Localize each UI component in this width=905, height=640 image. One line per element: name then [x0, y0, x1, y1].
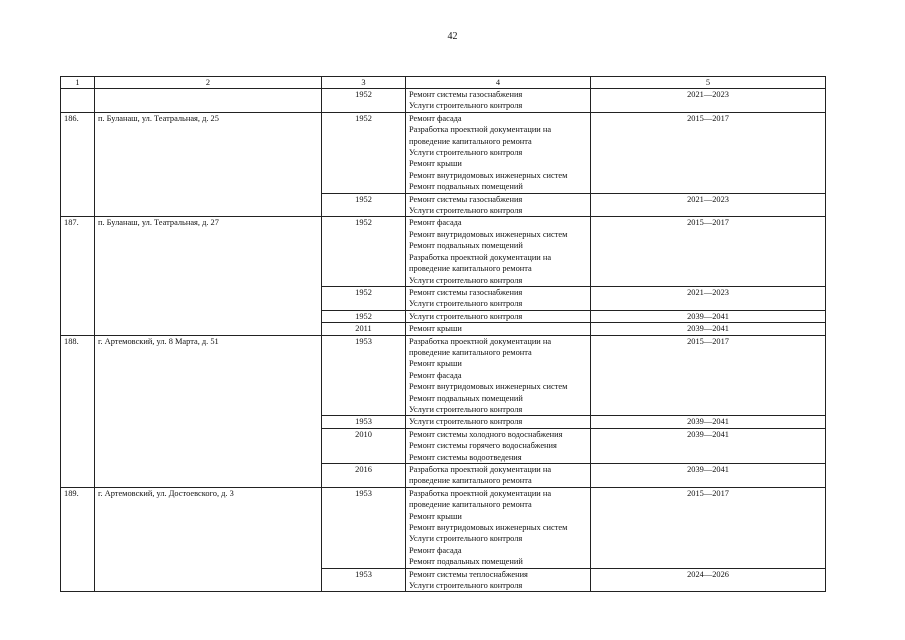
year-cell: 1953: [322, 487, 406, 568]
row-number-cell: [61, 89, 95, 113]
period-cell: 2024—2026: [591, 568, 826, 592]
period-cell: 2039—2041: [591, 416, 826, 428]
address-cell: г. Артемовский, ул. 8 Марта, д. 51: [95, 335, 322, 487]
period-cell: 2021—2023: [591, 89, 826, 113]
works-cell: Услуги строительного контроля: [406, 416, 591, 428]
period-cell: 2021—2023: [591, 193, 826, 217]
year-cell: 1952: [322, 286, 406, 310]
year-cell: 2011: [322, 323, 406, 335]
works-cell: Ремонт крыши: [406, 323, 591, 335]
address-cell: г. Артемовский, ул. Достоевского, д. 3: [95, 487, 322, 592]
address-cell: п. Буланаш, ул. Театральная, д. 25: [95, 112, 322, 217]
row-number-cell: 186.: [61, 112, 95, 217]
table-header-row: [61, 77, 826, 89]
table-row: [61, 217, 826, 286]
table-row: [61, 112, 826, 193]
table-row: [61, 89, 826, 113]
works-cell: Ремонт системы теплоснабжения Услуги строительного контроля: [406, 568, 591, 592]
year-cell: 1952: [322, 310, 406, 322]
works-cell: Ремонт фасада Ремонт внутридомовых инженерных систем Ремонт подвальных помещений Разработка проектной документации на проведение капитального ремонта Услуги строительного контроля: [406, 217, 591, 286]
works-cell: Разработка проектной документации на проведение капитального ремонта Ремонт крыши Ремонт фасада Ремонт внутридомовых инженерных систем Ремонт подвальных помещений Услуги строительного контроля: [406, 335, 591, 416]
year-cell: 2010: [322, 428, 406, 463]
works-cell: Ремонт системы холодного водоснабжения Ремонт системы горячего водоснабжения Ремонт системы водоотведения: [406, 428, 591, 463]
table-body: [61, 77, 826, 592]
period-cell: 2015—2017: [591, 335, 826, 416]
period-cell: 2039—2041: [591, 464, 826, 488]
period-cell: 2021—2023: [591, 286, 826, 310]
year-cell: 1952: [322, 217, 406, 286]
column-header: 3: [322, 77, 406, 89]
address-cell: [95, 89, 322, 113]
works-cell: Ремонт системы газоснабжения Услуги строительного контроля: [406, 193, 591, 217]
table-row: [61, 487, 826, 568]
year-cell: 2016: [322, 464, 406, 488]
column-header: 2: [95, 77, 322, 89]
year-cell: 1952: [322, 193, 406, 217]
period-cell: 2039—2041: [591, 428, 826, 463]
page-number: 42: [447, 31, 458, 42]
row-number-cell: 188.: [61, 335, 95, 487]
period-cell: 2015—2017: [591, 217, 826, 286]
year-cell: 1952: [322, 112, 406, 193]
repair-schedule-table: [60, 76, 826, 592]
year-cell: 1953: [322, 335, 406, 416]
works-cell: Ремонт фасада Разработка проектной документации на проведение капитального ремонта Услуги строительного контроля Ремонт крыши Ремонт внутридомовых инженерных систем Ремонт подвальных помещений: [406, 112, 591, 193]
year-cell: 1952: [322, 89, 406, 113]
table-row: [61, 335, 826, 416]
works-cell: Услуги строительного контроля: [406, 310, 591, 322]
works-cell: Разработка проектной документации на проведение капитального ремонта: [406, 464, 591, 488]
year-cell: 1953: [322, 416, 406, 428]
row-number-cell: 187.: [61, 217, 95, 335]
row-number-cell: 189.: [61, 487, 95, 592]
period-cell: 2039—2041: [591, 310, 826, 322]
year-cell: 1953: [322, 568, 406, 592]
column-header: 4: [406, 77, 591, 89]
column-header: 5: [591, 77, 826, 89]
period-cell: 2015—2017: [591, 112, 826, 193]
address-cell: п. Буланаш, ул. Театральная, д. 27: [95, 217, 322, 335]
works-cell: Ремонт системы газоснабжения Услуги строительного контроля: [406, 89, 591, 113]
period-cell: 2039—2041: [591, 323, 826, 335]
works-cell: Ремонт системы газоснабжения Услуги строительного контроля: [406, 286, 591, 310]
period-cell: 2015—2017: [591, 487, 826, 568]
works-cell: Разработка проектной документации на проведение капитального ремонта Ремонт крыши Ремонт внутридомовых инженерных систем Услуги строительного контроля Ремонт фасада Ремонт подвальных помещений: [406, 487, 591, 568]
column-header: 1: [61, 77, 95, 89]
